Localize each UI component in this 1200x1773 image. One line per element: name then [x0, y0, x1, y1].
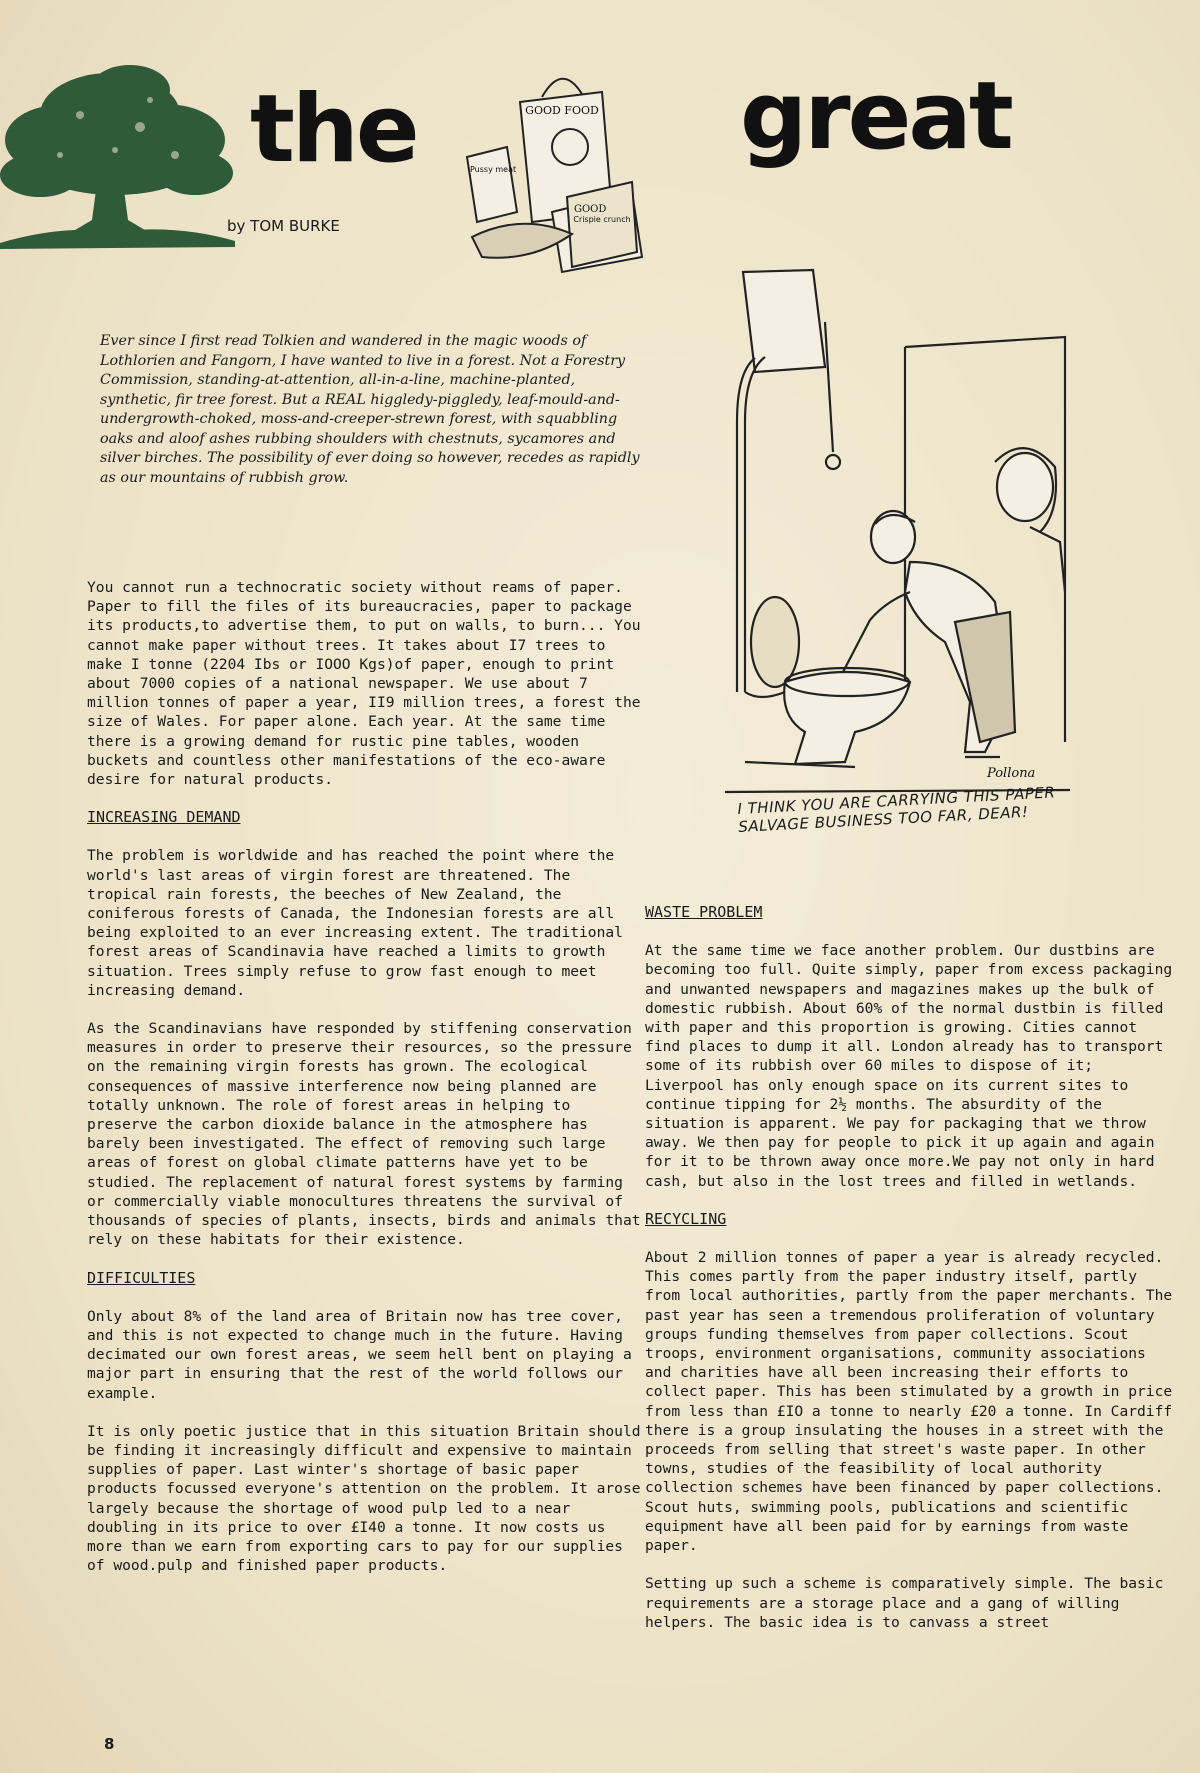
grocery-bag-illustration: [462, 62, 672, 282]
cartoon-signature: Pollona: [987, 766, 1036, 781]
body-paragraph: At the same time we face another problem. Our dustbins are becoming too full. Quite simply, paper from excess packaging and unwanted newspapers and magazines makes up the bulk of domestic rubbish. About 60% of the normal dustbin is filled with paper and this proportion is growing. Cities cannot find places to dump it all. London already has to transport some of its rubbish over 60 miles to dispose of it; Liverpool has only enough space on its current sites to continue tipping for 2½ months. The absurdity of the situation is apparent. We pay for packaging that we throw away. We then pay for people to pick it up again and again for it to be thrown away once more.We pay not only in hard cash, but also in the lost trees and filled in wetlands.: [645, 942, 1173, 1190]
heading-difficulties: DIFFICULTIES: [87, 1268, 196, 1287]
tree-illustration: [0, 55, 240, 255]
cartoon-illustration: [725, 262, 1075, 842]
bag-label-crispie: Crispie crunch: [573, 215, 631, 224]
body-paragraph: It is only poetic justice that in this situation Britain should be finding it increasingly difficult and expensive to maintain supplies of paper. Last winter's shortage of basic paper products focussed everyone's attention on the problem. It arose largely because the shortage of wood pulp led to a near doubling in its price to over £I40 a tonne. It now costs us more than we earn from exporting cars to pay for our supplies of wood.pulp and finished paper products.: [87, 1422, 641, 1575]
heading-recycling: RECYCLING: [645, 1209, 727, 1228]
right-column: [645, 903, 1175, 1651]
cartoon-caption: I THINK YOU ARE CARRYING THIS PAPER SALVAGE BUSINESS TOO FAR, DEAR!: [737, 783, 1056, 836]
body-paragraph: You cannot run a technocratic society without reams of paper. Paper to fill the files of its bureaucracies, paper to package its products,to advertise them, to put on walls, to burn... You cannot make paper without trees. It takes about I7 trees to make I tonne (2204 Ibs or IOOO Kgs)of paper, enough to print about 7000 copies of a national newspaper. We use about 7 million tonnes of paper a year, II9 million trees, a forest the size of Wales. For paper alone. Each year. At the same time there is a growing demand for rustic pine tables, wooden buckets and countless other manifestations of the eco-aware desire for natural products.: [87, 579, 641, 789]
body-paragraph: Setting up such a scheme is comparatively simple. The basic requirements are a storage place and a gang of willing helpers. The basic idea is to canvass a street: [645, 1575, 1164, 1631]
title-word-great: great: [740, 62, 1011, 171]
body-paragraph: About 2 million tonnes of paper a year is already recycled. This comes partly from the paper industry itself, partly from local authorities, partly from the paper merchants. The past year has seen a tremendous proliferation of voluntary groups funding themselves from paper collections. Scout troops, environment organisations, community associations and charities have all been increasing their efforts to collect paper. This has been stimulated by a growth in price from less than £IO a tonne to nearly £20 a tonne. In Cardiff there is a group insulating the houses in a street with the proceeds from selling that street's waste paper. In other towns, studies of the feasibility of local authority collection schemes have been financed by paper collections. Scout huts, swimming pools, publications and scientific equipment have all been paid for by earnings from waste paper.: [645, 1249, 1173, 1555]
heading-waste-problem: WASTE PROBLEM: [645, 903, 763, 921]
title-word-the: the: [250, 75, 417, 184]
intro-paragraph: Ever since I first read Tolkien and wandered in the magic woods of Lothlorien and Fangorn, I have wanted to live in a forest. Not a Forestry Commission, standing-at-attention, all-in-a-line, machine-planted, synthetic, fir tree forest. But a REAL higgledy-piggledy, leaf-mould-and-undergrowth-choked, moss-and-creeper-strewn forest, with squabbling oaks and aloof ashes rubbing shoulders with chestnuts, sycamores and silver birches. The possibility of ever doing so however, recedes as rapidly as our mountains of rubbish grow.: [100, 333, 640, 486]
body-paragraph: Only about 8% of the land area of Britain now has tree cover, and this is not expected to change much in the future. Having decimated our own forest areas, we seem hell bent on playing a major part in ensuring that the rest of the world follows our example.: [87, 1307, 632, 1402]
page-number: 8: [104, 1735, 115, 1753]
left-column: [87, 578, 647, 1594]
bag-label-pussy: Pussy meat: [470, 165, 517, 174]
bag-label-good-food: GOOD FOOD: [525, 104, 599, 117]
body-paragraph: The problem is worldwide and has reached the point where the world's last areas of virgin forest are threatened. The tropical rain forests, the beeches of New Zealand, the coniferous forests of Canada, the Indonesian forests are all being exploited to an ever increasing extent. The traditional forest areas of Scandinavia have reached a limits to growth situation. Trees simply refuse to grow fast enough to meet increasing demand.: [87, 847, 623, 999]
heading-increasing-demand: INCREASING DEMAND: [87, 808, 241, 827]
bag-label-good: GOOD: [574, 204, 607, 215]
body-paragraph: As the Scandinavians have responded by stiffening conservation measures in order to preserve their resources, so the pressure on the remaining virgin forests has grown. The ecological consequences of massive interference now being planned are totally unknown. The role of forest areas in helping to preserve the carbon dioxide balance in the atmosphere has barely been investigated. The effect of removing such large areas of forest on global climate patterns have yet to be studied. The replacement of natural forest systems by farming or commercially viable monocultures threatens the survival of thousands of species of plants, insects, birds and animals that rely on these habitats for their existence.: [87, 1020, 641, 1249]
byline: by TOM BURKE: [227, 217, 340, 235]
